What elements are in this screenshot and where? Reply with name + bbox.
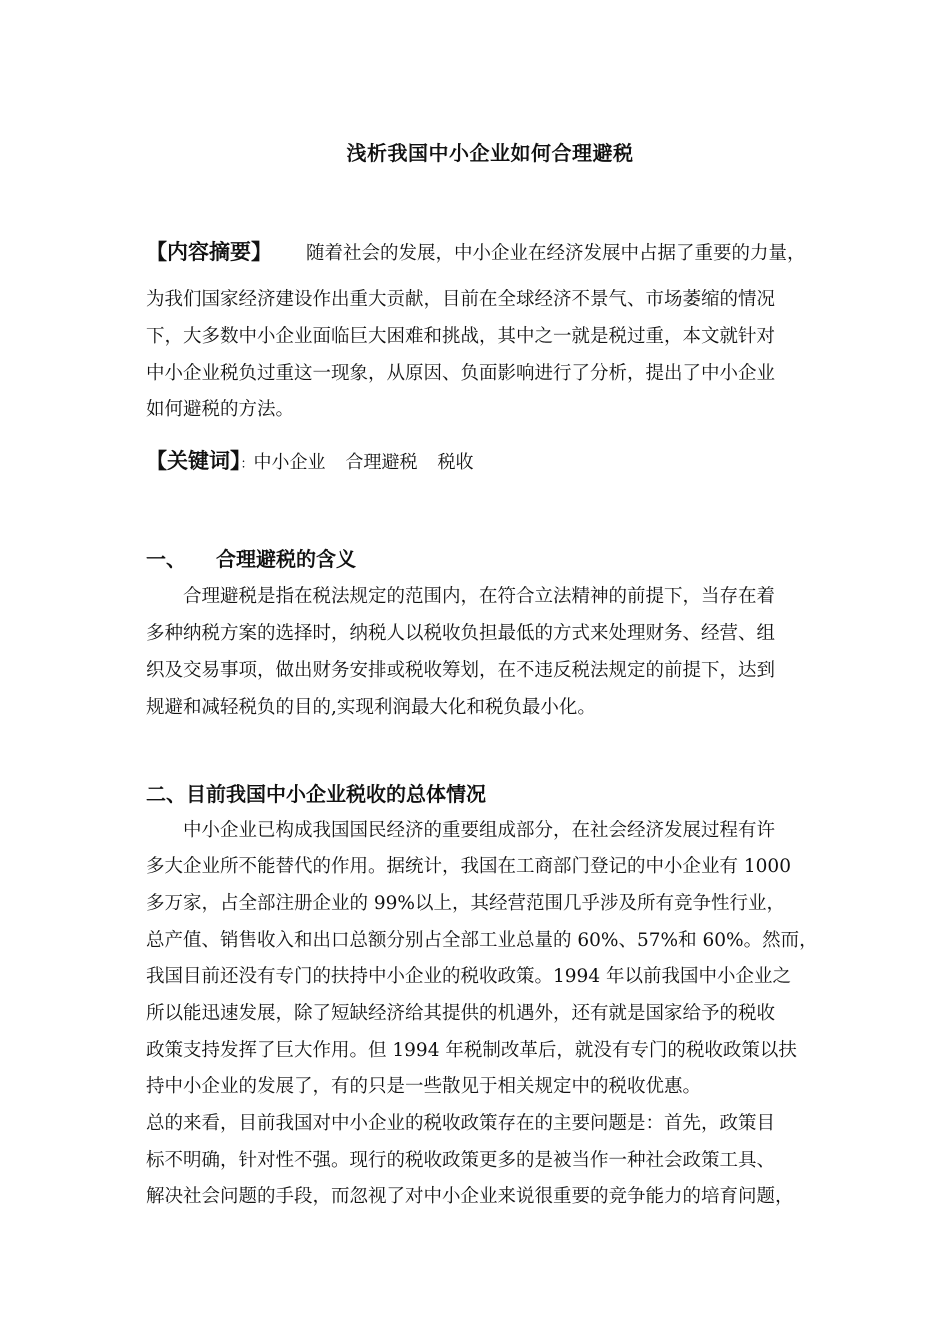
abstract-line: 随着社会的发展，中小企业在经济发展中占据了重要的力量， bbox=[306, 243, 806, 264]
paragraph-line: 所以能迅速发展，除了短缺经济给其提供的机遇外，还有就是国家给予的税收 bbox=[146, 1003, 776, 1024]
paragraph-line: 规避和减轻税负的目的,实现利润最大化和税负最小化。 bbox=[146, 697, 596, 718]
section-heading bbox=[146, 545, 356, 573]
keyword-item: 税收 bbox=[437, 452, 474, 473]
keyword-item: 中小企业 bbox=[253, 452, 326, 473]
paragraph-line: 持中小企业的发展了，有的只是一些散见于相关规定中的税收优惠。 bbox=[146, 1076, 702, 1097]
abstract-label: 【内容摘要】 bbox=[146, 239, 272, 264]
paragraph-line: 合理避税是指在税法规定的范围内，在符合立法精神的前提下，当存在着 bbox=[183, 586, 776, 607]
paragraph-line: 总产值、销售收入和出口总额分别占全部工业总量的 60%、57%和 60%。然而， bbox=[146, 930, 818, 951]
paragraph-line: 织及交易事项，做出财务安排或税收筹划，在不违反税法规定的前提下，达到 bbox=[146, 660, 776, 681]
abstract-line: 为我们国家经济建设作出重大贡献，目前在全球经济不景气、市场萎缩的情况 bbox=[146, 289, 776, 310]
keywords-label: 【关键词】 bbox=[146, 448, 241, 473]
section-number: 一、 bbox=[146, 547, 186, 571]
section-title: 合理避税的含义 bbox=[216, 547, 356, 571]
abstract-first-line bbox=[146, 238, 806, 268]
abstract-line: 下，大多数中小企业面临巨大困难和挑战，其中之一就是税过重，本文就针对 bbox=[146, 326, 776, 347]
keyword-item: 合理避税 bbox=[345, 452, 418, 473]
document-title: 浅析我国中小企业如何合理避税 bbox=[346, 141, 634, 165]
paragraph-line: 标不明确，针对性不强。现行的税收政策更多的是被当作一种社会政策工具、 bbox=[146, 1150, 776, 1171]
paragraph-line: 多万家，占全部注册企业的 99%以上，其经营范围几乎涉及所有竞争性行业， bbox=[146, 893, 786, 914]
keywords-colon: ： bbox=[240, 457, 254, 472]
paragraph-line: 总的来看，目前我国对中小企业的税收政策存在的主要问题是：首先，政策目 bbox=[146, 1113, 776, 1134]
abstract-line: 如何避税的方法。 bbox=[146, 399, 295, 420]
paragraph-line: 多大企业所不能替代的作用。据统计，我国在工商部门登记的中小企业有 1000 bbox=[146, 856, 791, 877]
abstract-line: 中小企业税负过重这一现象，从原因、负面影响进行了分析，提出了中小企业 bbox=[146, 363, 776, 384]
paragraph-line: 多种纳税方案的选择时，纳税人以税收负担最低的方式来处理财务、经营、组 bbox=[146, 623, 776, 644]
paragraph-line: 中小企业已构成我国国民经济的重要组成部分，在社会经济发展过程有许 bbox=[183, 820, 776, 841]
section-heading bbox=[146, 780, 486, 808]
section-title: 目前我国中小企业税收的总体情况 bbox=[186, 782, 486, 806]
section-number: 二、 bbox=[146, 782, 186, 806]
paragraph-line: 政策支持发挥了巨大作用。但 1994 年税制改革后，就没有专门的税收政策以扶 bbox=[146, 1040, 797, 1061]
paragraph-line: 我国目前还没有专门的扶持中小企业的税收政策。1994 年以前我国中小企业之 bbox=[146, 966, 791, 987]
paragraph-line: 解决社会问题的手段，而忽视了对中小企业来说很重要的竞争能力的培育问题， bbox=[146, 1186, 794, 1207]
keywords-line bbox=[146, 447, 474, 479]
